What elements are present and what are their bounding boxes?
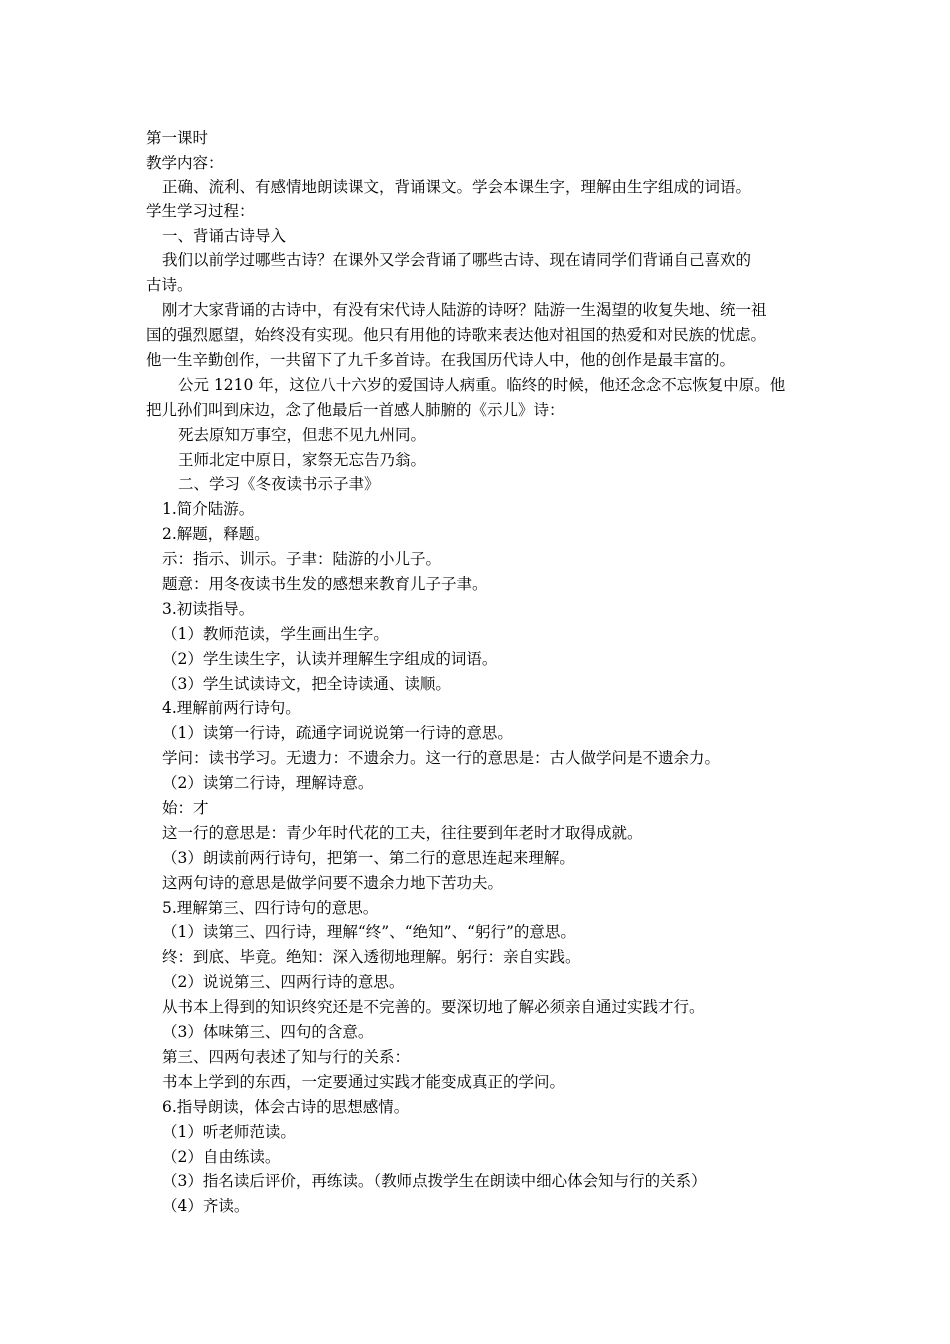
list-item: 6.指导朗读，体会古诗的思想感情。: [162, 1098, 410, 1116]
subsection-heading: 二、学习《冬夜读书示子聿》: [178, 475, 380, 493]
text-line: 他一生辛勤创作，一共留下了九千多首诗。在我国历代诗人中，他的创作是最丰富的。: [146, 351, 736, 369]
list-item: 5.理解第三、四行诗句的意思。: [162, 899, 379, 917]
text-line: 把儿孙们叫到床边，念了他最后一首感人肺腑的《示儿》诗：: [146, 401, 565, 419]
text-line: 这两句诗的意思是做学问要不遗余力地下苦功夫。: [162, 874, 504, 892]
poem-line: 死去原知万事空，但悲不见九州同。: [178, 426, 427, 444]
list-item: 1.简介陆游。: [162, 500, 255, 518]
sub-list-item: （1）读第三、四行诗，理解“终”、“绝知”、“躬行”的意思。: [162, 923, 576, 941]
list-item: 2.解题，释题。: [162, 525, 270, 543]
subsection-heading: 一、背诵古诗导入: [162, 227, 287, 245]
list-item: 4.理解前两行诗句。: [162, 699, 301, 717]
poem-line: 王师北定中原日，家祭无忘告乃翁。: [178, 451, 427, 469]
section-heading: 第一课时: [146, 129, 209, 147]
text-line: 古诗。: [146, 276, 193, 294]
text-line: 刚才大家背诵的古诗中，有没有宋代诗人陆游的诗呀？陆游一生渴望的收复失地、统一祖: [162, 301, 767, 319]
text-line: 书本上学到的东西，一定要通过实践才能变成真正的学问。: [162, 1073, 566, 1091]
text-line: 从书本上得到的知识终究还是不完善的。要深切地了解必须亲自通过实践才行。: [162, 998, 705, 1016]
text-line: 终：到底、毕竟。绝知：深入透彻地理解。躬行：亲自实践。: [162, 948, 581, 966]
sub-list-item: （3）朗读前两行诗句，把第一、第二行的意思连起来理解。: [162, 849, 575, 867]
text-line: 正确、流利、有感情地朗读课文，背诵课文。学会本课生字，理解由生字组成的词语。: [162, 178, 752, 196]
sub-list-item: （3）体味第三、四句的含意。: [162, 1023, 374, 1041]
sub-list-item: （2）学生读生字，认读并理解生字组成的词语。: [162, 650, 498, 668]
text-line: 我们以前学过哪些古诗？在课外又学会背诵了哪些古诗、现在请同学们背诵自己喜欢的: [162, 251, 752, 269]
sub-list-item: （1）读第一行诗，疏通字词说说第一行诗的意思。: [162, 724, 513, 742]
sub-list-item: （4）齐读。: [162, 1197, 250, 1215]
sub-list-item: （1）听老师范读。: [162, 1123, 296, 1141]
text-line: 学问：读书学习。无遗力：不遗余力。这一行的意思是：古人做学问是不遗余力。: [162, 749, 721, 767]
text-line: 这一行的意思是：青少年时代花的工夫，往往要到年老时才取得成就。: [162, 824, 643, 842]
sub-list-item: （2）自由练读。: [162, 1148, 281, 1166]
text-line: 题意：用冬夜读书生发的感想来教育儿子子聿。: [162, 575, 488, 593]
label-line: 学生学习过程：: [146, 202, 255, 220]
sub-list-item: （2）读第二行诗，理解诗意。: [162, 774, 374, 792]
text-line: 公元 1210 年，这位八十六岁的爱国诗人病重。临终的时候，他还念念不忘恢复中原。他: [178, 376, 786, 394]
sub-list-item: （1）教师范读，学生画出生字。: [162, 625, 389, 643]
label-line: 教学内容：: [146, 154, 224, 172]
sub-list-item: （2）说说第三、四两行诗的意思。: [162, 973, 405, 991]
sub-list-item: （3）学生试读诗文，把全诗读通、读顺。: [162, 675, 451, 693]
sub-list-item: （3）指名读后评价，再练读。（教师点拨学生在朗读中细心体会知与行的关系）: [162, 1172, 707, 1190]
text-line: 第三、四两句表述了知与行的关系：: [162, 1048, 411, 1066]
text-line: 国的强烈愿望，始终没有实现。他只有用他的诗歌来表达他对祖国的热爱和对民族的忧虑。: [146, 326, 767, 344]
list-item: 3.初读指导。: [162, 600, 255, 618]
text-line: 示：指示、训示。子聿：陆游的小儿子。: [162, 550, 442, 568]
text-line: 始：才: [162, 799, 209, 817]
